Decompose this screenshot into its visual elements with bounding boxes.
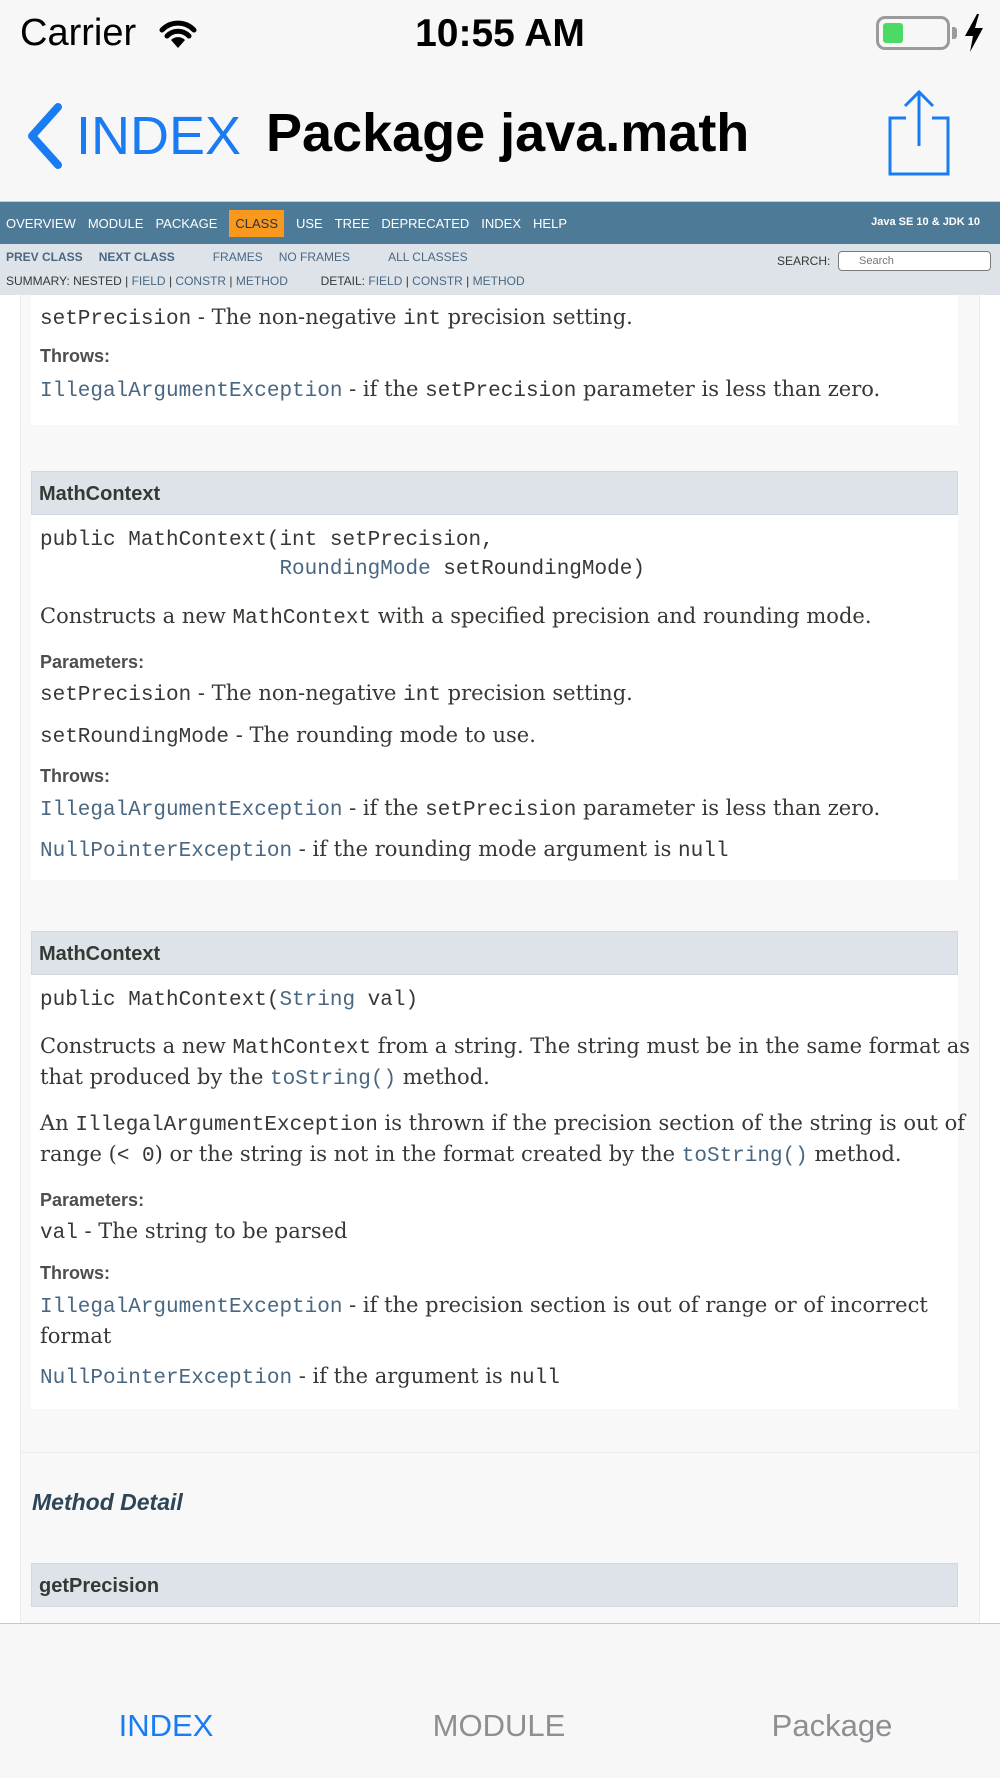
description-text: method. (807, 1142, 902, 1166)
parameters-label: Parameters: (40, 1190, 145, 1210)
method-header (31, 1563, 958, 1607)
constructor-description (40, 1111, 965, 1137)
subnav-summary-detail (6, 274, 525, 288)
doc-nav-item-package[interactable]: PACKAGE (155, 215, 218, 231)
param-desc: - The non-negative (191, 681, 404, 705)
string-link[interactable]: String (279, 989, 356, 1012)
constructor-description (40, 1065, 490, 1091)
method-detail-title: Method Detail (32, 1489, 183, 1515)
description-text: An (40, 1111, 76, 1135)
description-code: MathContext (232, 1037, 372, 1060)
param-desc: - The non-negative (191, 305, 404, 329)
summary-method-link[interactable]: METHOD (235, 274, 288, 288)
tab-package[interactable]: Package (771, 1708, 893, 1743)
subnav-row-links (6, 250, 484, 264)
description-text: ) or the string is not in the format created by the (154, 1142, 682, 1166)
signature-text: public MathContext(int setPrecision, (40, 529, 494, 552)
throws-desc: - if the (342, 377, 426, 401)
detail-constr-link[interactable]: CONSTR (412, 274, 463, 288)
param-desc: - The rounding mode to use. (229, 723, 536, 747)
doc-sub-nav (0, 244, 1000, 295)
frames-link[interactable]: FRAMES (212, 250, 263, 264)
throws-code: null (678, 840, 729, 863)
param-line (40, 723, 536, 749)
search-input[interactable] (838, 251, 991, 271)
back-label: INDEX (76, 106, 242, 166)
search-label: SEARCH: (777, 254, 831, 268)
summary-field-link[interactable]: FIELD (131, 274, 166, 288)
throws-label: Throws: (40, 1263, 110, 1283)
param-desc: precision setting. (440, 681, 633, 705)
throws-desc: - if the argument is (292, 1364, 510, 1388)
param-type: int (403, 308, 441, 331)
description-text: with a specified precision and rounding mode. (371, 604, 872, 628)
rounding-mode-link[interactable]: RoundingMode (279, 558, 431, 581)
constructor-description (40, 604, 872, 630)
exception-link[interactable]: NullPointerException (40, 840, 293, 863)
doc-nav-item-module[interactable]: MODULE (87, 215, 144, 231)
description-text: Constructs a new (40, 1034, 233, 1058)
chevron-left-icon (24, 101, 66, 171)
throws-line (40, 1364, 560, 1390)
constructor-signature-line2 (40, 558, 645, 581)
throws-desc: - if the (342, 796, 426, 820)
separator: | (165, 274, 176, 288)
doc-nav-item-overview[interactable]: OVERVIEW (6, 215, 76, 231)
throws-desc: format (40, 1324, 112, 1348)
all-classes-link[interactable]: ALL CLASSES (388, 250, 468, 264)
constructor-title: MathContext (39, 943, 161, 965)
parameters-label: Parameters: (40, 652, 145, 672)
param-name: setPrecision (40, 684, 192, 707)
tab-module[interactable]: MODULE (432, 1708, 566, 1743)
description-text: Constructs a new (40, 604, 233, 628)
separator: | (462, 274, 473, 288)
throws-desc: parameter is less than zero. (576, 796, 881, 820)
exception-link[interactable]: IllegalArgumentException (40, 799, 343, 822)
doc-nav-item-index[interactable]: INDEX (481, 215, 522, 231)
battery-nub (952, 27, 957, 39)
description-code: IllegalArgumentException (75, 1114, 378, 1137)
signature-indent (40, 558, 279, 581)
doc-nav-item-tree[interactable]: TREE (334, 215, 370, 231)
constructor-description (40, 1034, 970, 1060)
signature-text: setRoundingMode) (430, 558, 645, 581)
param-line (40, 681, 633, 707)
carrier-label: Carrier (20, 12, 137, 54)
exception-link[interactable]: IllegalArgumentException (40, 1296, 343, 1319)
throws-code: null (509, 1367, 560, 1390)
param-line (40, 305, 633, 331)
summary-prefix: SUMMARY: NESTED | (6, 274, 132, 288)
navigation-bar (0, 68, 1000, 202)
throws-line (40, 1293, 928, 1319)
param-line (40, 1219, 347, 1245)
constructor-title: MathContext (39, 483, 161, 505)
status-bar (0, 0, 1000, 68)
battery-icon (876, 16, 950, 50)
share-icon[interactable] (886, 88, 952, 178)
doc-nav-item-use[interactable]: USE (296, 215, 323, 231)
separator: | (402, 274, 413, 288)
throws-line (40, 837, 728, 863)
param-type: int (403, 684, 441, 707)
doc-nav-item-class[interactable]: CLASS (229, 210, 284, 237)
page-title: Package java.math (266, 103, 750, 163)
doc-top-nav (0, 202, 1000, 244)
description-text: range ( (40, 1142, 117, 1166)
doc-nav-item-help[interactable]: HELP (533, 215, 567, 231)
doc-content (0, 295, 1000, 1623)
param-name: setRoundingMode (40, 726, 230, 749)
constructor-header (31, 931, 958, 975)
back-button[interactable] (24, 98, 241, 174)
param-name: val (40, 1222, 78, 1245)
throws-desc: - if the rounding mode argument is (292, 837, 679, 861)
constructor-description (40, 1142, 902, 1168)
description-text: is thrown if the precision section of the string is out of (377, 1111, 966, 1135)
charging-bolt-icon (963, 14, 985, 52)
param-desc: - The string to be parsed (77, 1219, 348, 1243)
detail-field-link[interactable]: FIELD (368, 274, 403, 288)
detail-method-link[interactable]: METHOD (472, 274, 525, 288)
param-name: setPrecision (40, 308, 192, 331)
detail-prefix: DETAIL: (320, 274, 369, 288)
description-text: method. (396, 1065, 490, 1089)
next-class-link[interactable]: NEXT CLASS (98, 250, 175, 264)
throws-desc: - if the precision section is out of range or of incorrect (342, 1293, 928, 1317)
signature-text: public MathContext( (40, 989, 280, 1012)
tostring-link[interactable]: toString() (681, 1145, 808, 1168)
constructor-signature (40, 529, 494, 552)
throws-code: setPrecision (425, 380, 577, 403)
method-title: getPrecision (39, 1575, 160, 1597)
doc-nav-item-deprecated[interactable]: DEPRECATED (381, 215, 470, 231)
signature-text: val) (355, 989, 419, 1012)
no-frames-link[interactable]: NO FRAMES (278, 250, 351, 264)
param-desc: precision setting. (440, 305, 633, 329)
tab-bar (0, 1623, 1000, 1778)
exception-link[interactable]: IllegalArgumentException (40, 380, 343, 403)
summary-constr-link[interactable]: CONSTR (175, 274, 227, 288)
throws-label: Throws: (40, 346, 110, 366)
description-code: MathContext (232, 607, 372, 630)
separator: | (226, 274, 236, 288)
constructor-header (31, 471, 958, 515)
constructor-signature (40, 989, 418, 1012)
throws-desc: parameter is less than zero. (576, 377, 881, 401)
prev-class-link[interactable]: PREV CLASS (6, 250, 83, 264)
description-text: from a string. The string must be in the same format as (371, 1034, 971, 1058)
status-time: 10:55 AM (415, 12, 585, 55)
about-language: Java SE 10 & JDK 10 (871, 216, 980, 228)
throws-line-cont (40, 1324, 111, 1348)
tab-index[interactable]: INDEX (118, 1708, 214, 1743)
doc-nav-list (0, 202, 1000, 244)
description-code: < 0 (116, 1145, 155, 1168)
battery-level (883, 23, 903, 43)
throws-line (40, 377, 880, 403)
description-text: that produced by the (40, 1065, 271, 1089)
exception-link[interactable]: NullPointerException (40, 1367, 293, 1390)
throws-line (40, 796, 880, 822)
throws-code: setPrecision (425, 799, 577, 822)
throws-label: Throws: (40, 766, 110, 786)
tostring-link[interactable]: toString() (270, 1068, 397, 1091)
